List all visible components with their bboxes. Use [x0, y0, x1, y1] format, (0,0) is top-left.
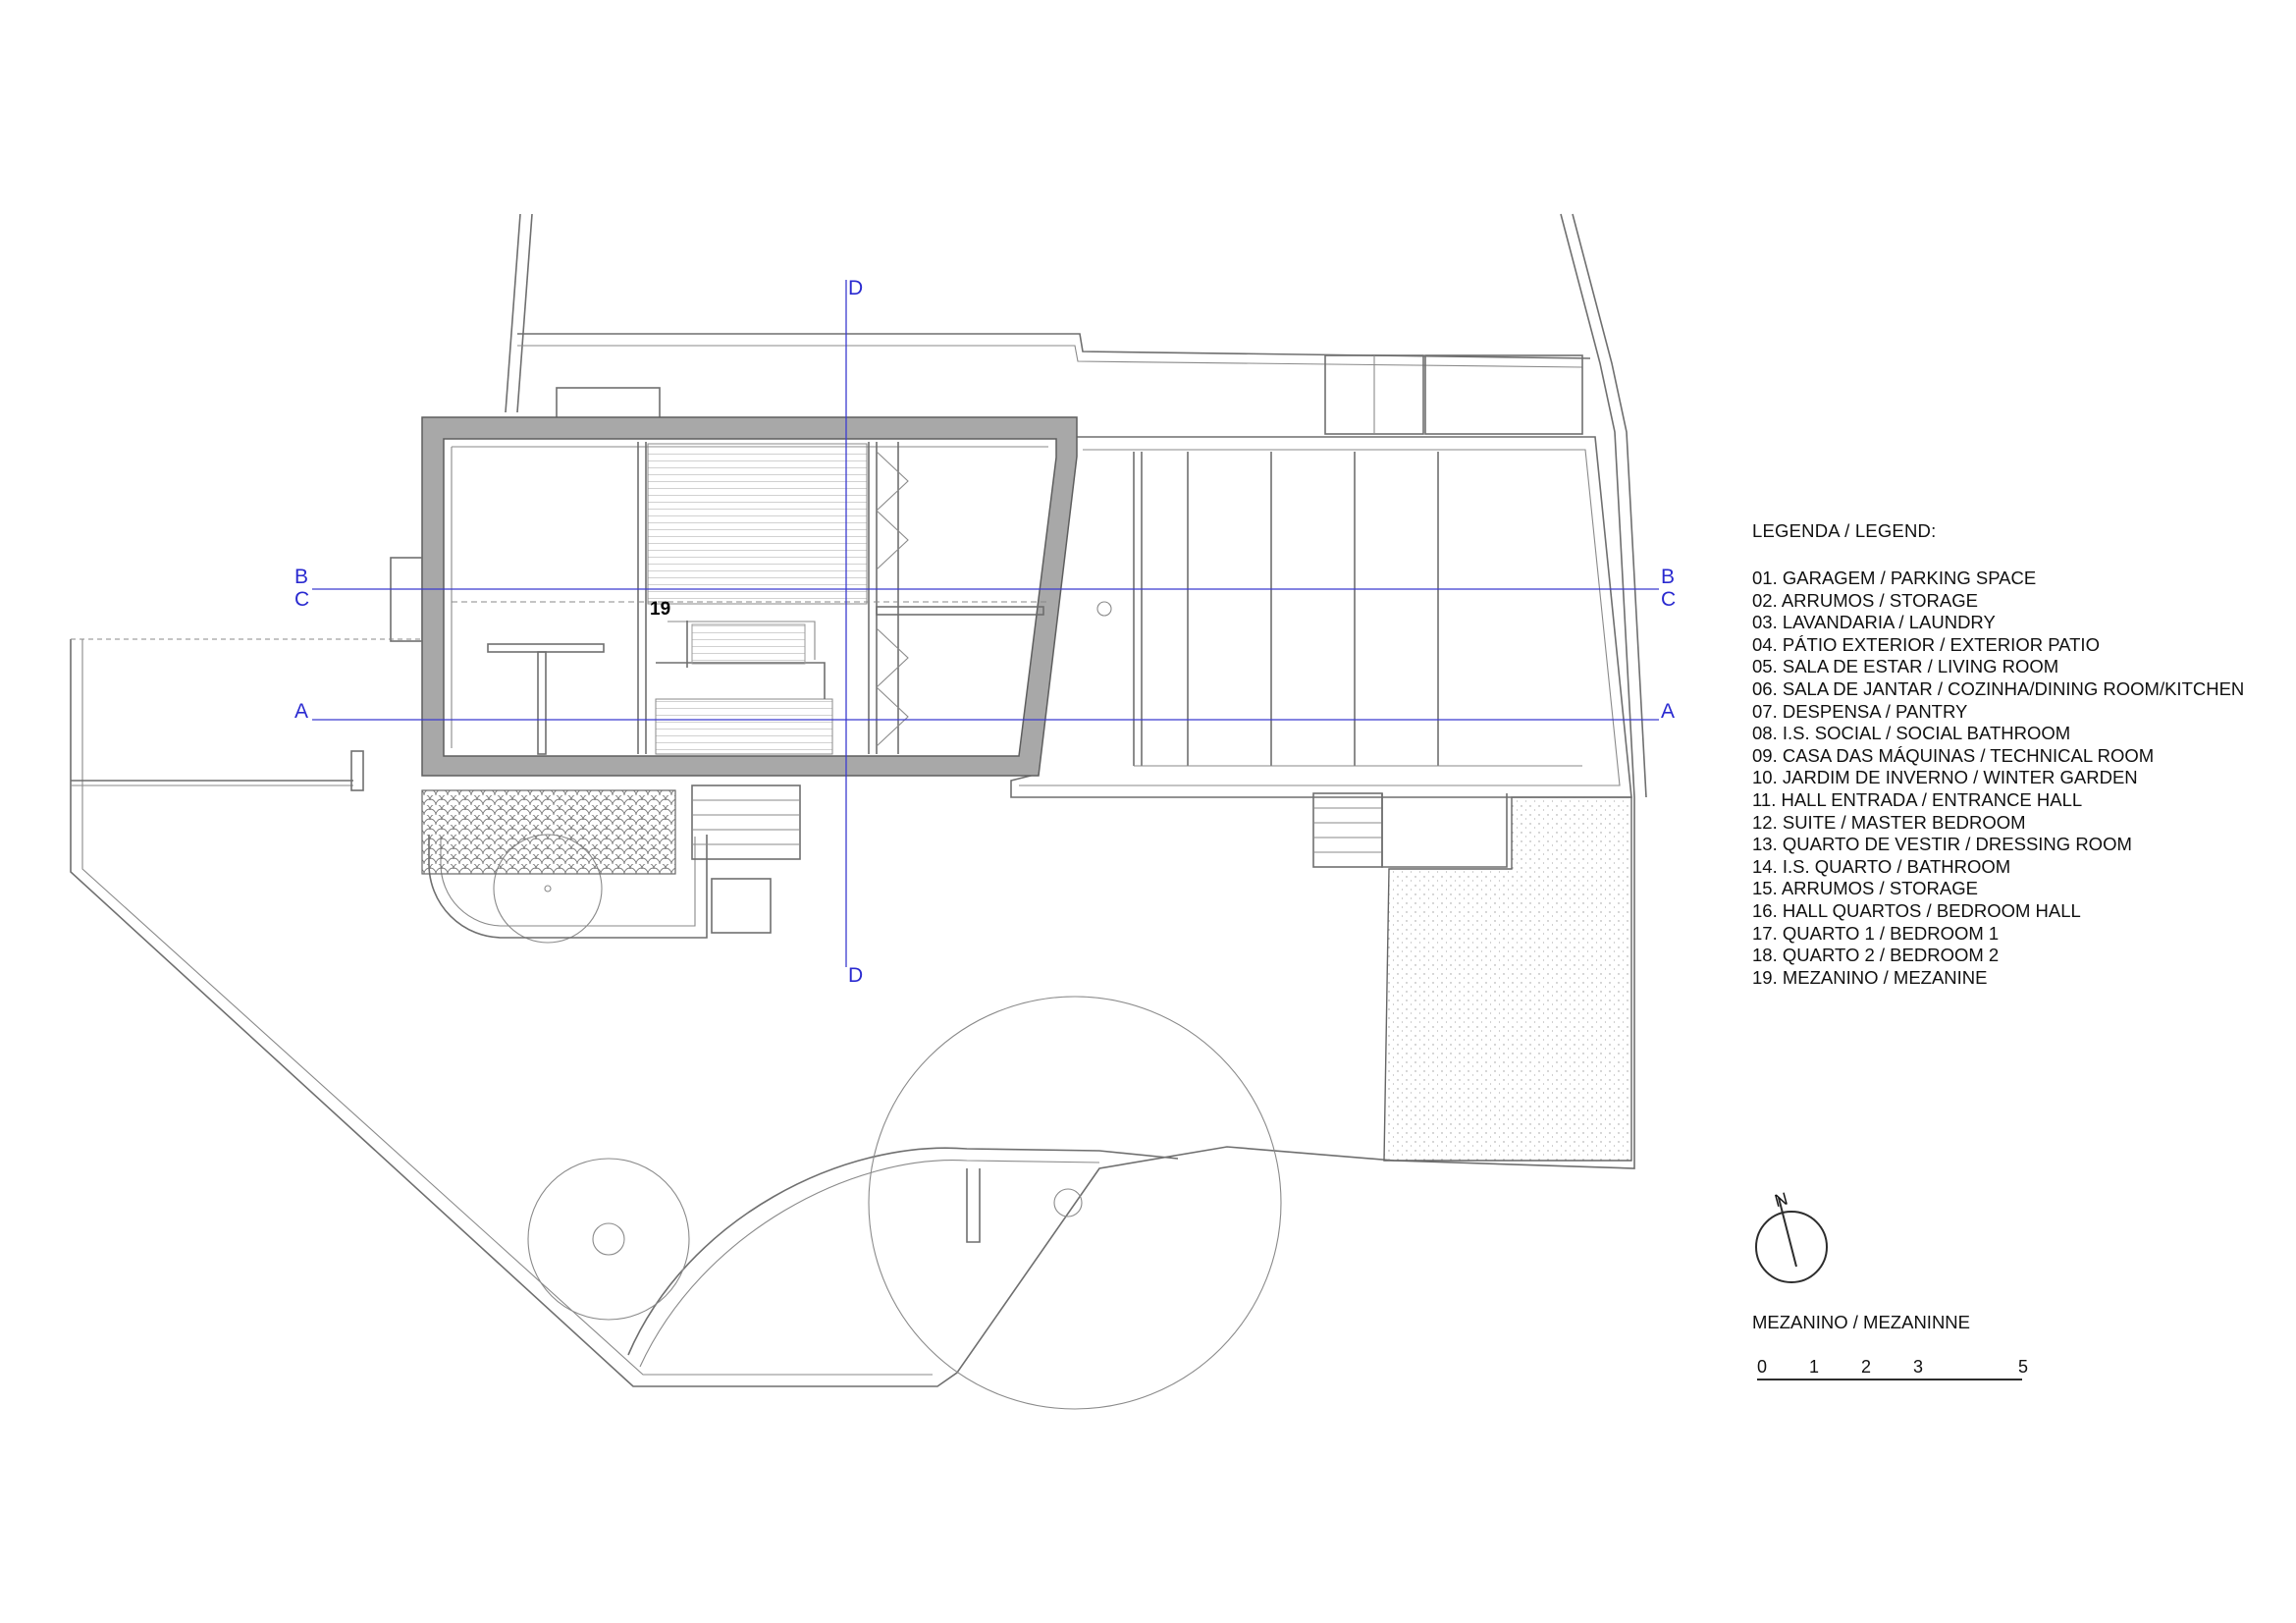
legend-item: 10. JARDIM DE INVERNO / WINTER GARDEN [1752, 767, 2138, 788]
legend-item: 02. ARRUMOS / STORAGE [1752, 589, 1978, 611]
plan-title: MEZANINO / MEZANINNE [1752, 1312, 1971, 1332]
legend-item: 14. I.S. QUARTO / BATHROOM [1752, 855, 2011, 877]
scale-tick-3: 3 [1913, 1357, 1924, 1377]
scale-tick-5: 5 [2018, 1357, 2029, 1377]
legend-item: 16. HALL QUARTOS / BEDROOM HALL [1752, 899, 2081, 921]
section-label-d-bottom: D [848, 964, 864, 987]
section-label-c-right: C [1661, 588, 1677, 611]
legend-item: 11. HALL ENTRADA / ENTRANCE HALL [1752, 788, 2083, 810]
section-label-c-left: C [294, 588, 310, 611]
north-label: N [1772, 1188, 1790, 1212]
mezzanine-interior [71, 442, 1050, 754]
legend-item: 01. GARAGEM / PARKING SPACE [1752, 568, 2037, 588]
legend-item: 03. LAVANDARIA / LAUNDRY [1752, 612, 1996, 633]
legend-item: 04. PÁTIO EXTERIOR / EXTERIOR PATIO [1752, 633, 2100, 655]
legend-item: 18. QUARTO 2 / BEDROOM 2 [1752, 945, 2000, 966]
section-label-b-right: B [1661, 566, 1676, 588]
legend-item: 07. DESPENSA / PANTRY [1752, 700, 1968, 722]
legend-item: 13. QUARTO DE VESTIR / DRESSING ROOM [1752, 834, 2132, 855]
legend-item: 12. SUITE / MASTER BEDROOM [1752, 811, 2026, 833]
legend-list [1752, 568, 2244, 989]
section-label-b-left: B [294, 566, 309, 588]
site-boundary [71, 214, 1646, 1386]
scale-bar [1757, 1357, 2028, 1380]
scale-tick-2: 2 [1861, 1357, 1872, 1377]
legend-item: 15. ARRUMOS / STORAGE [1752, 878, 1978, 899]
legend [1752, 520, 2244, 989]
legend-title: LEGENDA / LEGEND: [1752, 520, 1937, 541]
north-arrow [1756, 1189, 1827, 1282]
living-volume [1011, 437, 1631, 797]
legend-item: 06. SALA DE JANTAR / COZINHA/DINING ROOM/KITCHEN [1752, 677, 2245, 699]
scale-tick-1: 1 [1809, 1357, 1820, 1377]
legend-item: 17. QUARTO 1 / BEDROOM 1 [1752, 922, 2000, 944]
legend-item: 19. MEZANINO / MEZANINE [1752, 966, 1988, 988]
section-label-a-left: A [294, 700, 309, 723]
room-number-19: 19 [650, 599, 671, 620]
landscape [71, 751, 1631, 1409]
legend-item: 09. CASA DAS MÁQUINAS / TECHNICAL ROOM [1752, 744, 2155, 766]
section-label-d-top: D [848, 277, 864, 299]
scale-tick-0: 0 [1757, 1357, 1768, 1377]
legend-item: 08. I.S. SOCIAL / SOCIAL BATHROOM [1752, 723, 2071, 744]
section-label-a-right: A [1661, 700, 1676, 723]
legend-item: 05. SALA DE ESTAR / LIVING ROOM [1752, 656, 2059, 677]
